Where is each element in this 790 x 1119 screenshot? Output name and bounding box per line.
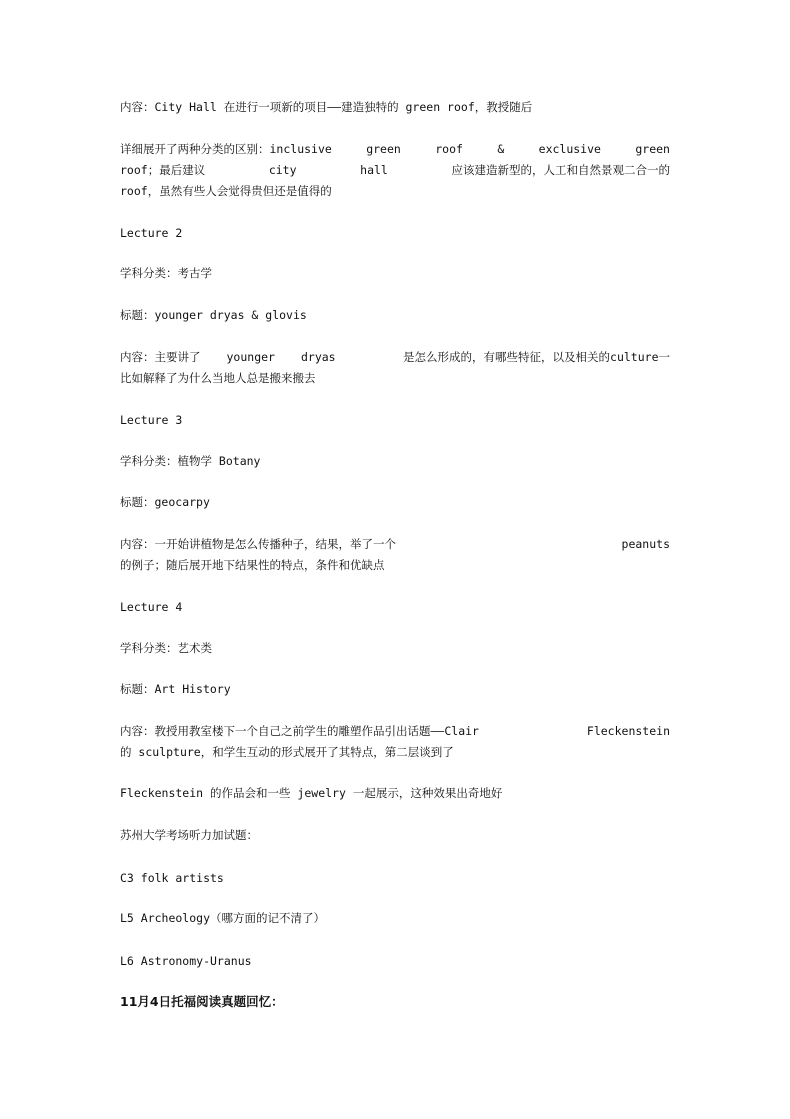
lecture2-content-line2: 比如解释了为什么当地人总是搬来搬去 [120, 371, 316, 385]
lecture2-subject: 学科分类：考古学 [120, 266, 212, 280]
text-segment: exclusive [538, 142, 601, 156]
suzhou-item: L5 Archeology（哪方面的记不清了） [120, 911, 326, 925]
lecture4-title: 标题：Art History [120, 682, 231, 696]
lecture2-title: 标题：younger dryas & glovis [120, 308, 307, 322]
lecture3-subject: 学科分类：植物学 Botany [120, 454, 261, 468]
lecture3-heading: Lecture 3 [120, 413, 183, 427]
text-segment: roof [435, 142, 463, 156]
text-segment: 内容：教授用教室楼下一个自己之前学生的雕塑作品引出话题——Clair [120, 724, 479, 738]
lecture4-content-line3: Fleckenstein 的作品会和一些 jewelry 一起展示，这种效果出奇地好 [120, 786, 503, 800]
suzhou-item: C3 folk artists [120, 871, 224, 885]
reading-section-title: 11月4日托福阅读真题回忆： [120, 994, 284, 1009]
text-segment: hall [360, 163, 388, 177]
text-group [120, 347, 336, 368]
text-segment: younger [226, 350, 275, 364]
text-segment: 应该建造新型的，人工和自然景观二合一的 [451, 163, 670, 177]
lecture2-heading: Lecture 2 [120, 226, 183, 240]
lecture1-detail-line2 [120, 160, 670, 181]
text-segment: peanuts [621, 537, 670, 551]
lecture4-content-line2: 的 sculpture，和学生互动的形式展开了其特点，第二层谈到了 [120, 745, 454, 759]
text-segment: green [635, 142, 670, 156]
text-segment: dryas [300, 350, 336, 364]
text-segment: 详细展开了两种分类的区别：inclusive [120, 142, 332, 156]
lecture4-heading: Lecture 4 [120, 600, 183, 614]
lecture2-content-line1 [120, 347, 670, 368]
lecture3-content-line1 [120, 534, 670, 555]
lecture3-title: 标题：geocarpy [120, 495, 210, 509]
lecture1-detail-line1 [120, 139, 670, 160]
lecture4-content-line1 [120, 721, 670, 742]
text-segment: 是怎么形成的，有哪些特征，以及相关的culture一 [403, 350, 670, 364]
text-segment: & [497, 142, 505, 156]
text-segment: green [366, 142, 401, 156]
text-segment: 内容：主要讲了 [120, 350, 201, 364]
text-segment: 内容：一开始讲植物是怎么传播种子，结果，举了一个 [120, 537, 396, 551]
text-segment: roof；最后建议 [120, 163, 206, 177]
lecture1-content-line1: 内容：City Hall 在进行一项新的项目——建造独特的 green roof，教授随后 [120, 100, 533, 114]
lecture4-subject: 学科分类：艺术类 [120, 641, 212, 655]
lecture1-detail-line3: roof，虽然有些人会觉得贵但还是值得的 [120, 184, 332, 198]
suzhou-heading: 苏州大学考场听力加试题： [120, 828, 258, 842]
text-segment: Fleckenstein [586, 724, 670, 738]
lecture3-content-line2: 的例子；随后展开地下结果性的特点，条件和优缺点 [120, 558, 385, 572]
suzhou-item: L6 Astronomy-Uranus [120, 954, 252, 968]
text-segment: city [268, 163, 297, 177]
